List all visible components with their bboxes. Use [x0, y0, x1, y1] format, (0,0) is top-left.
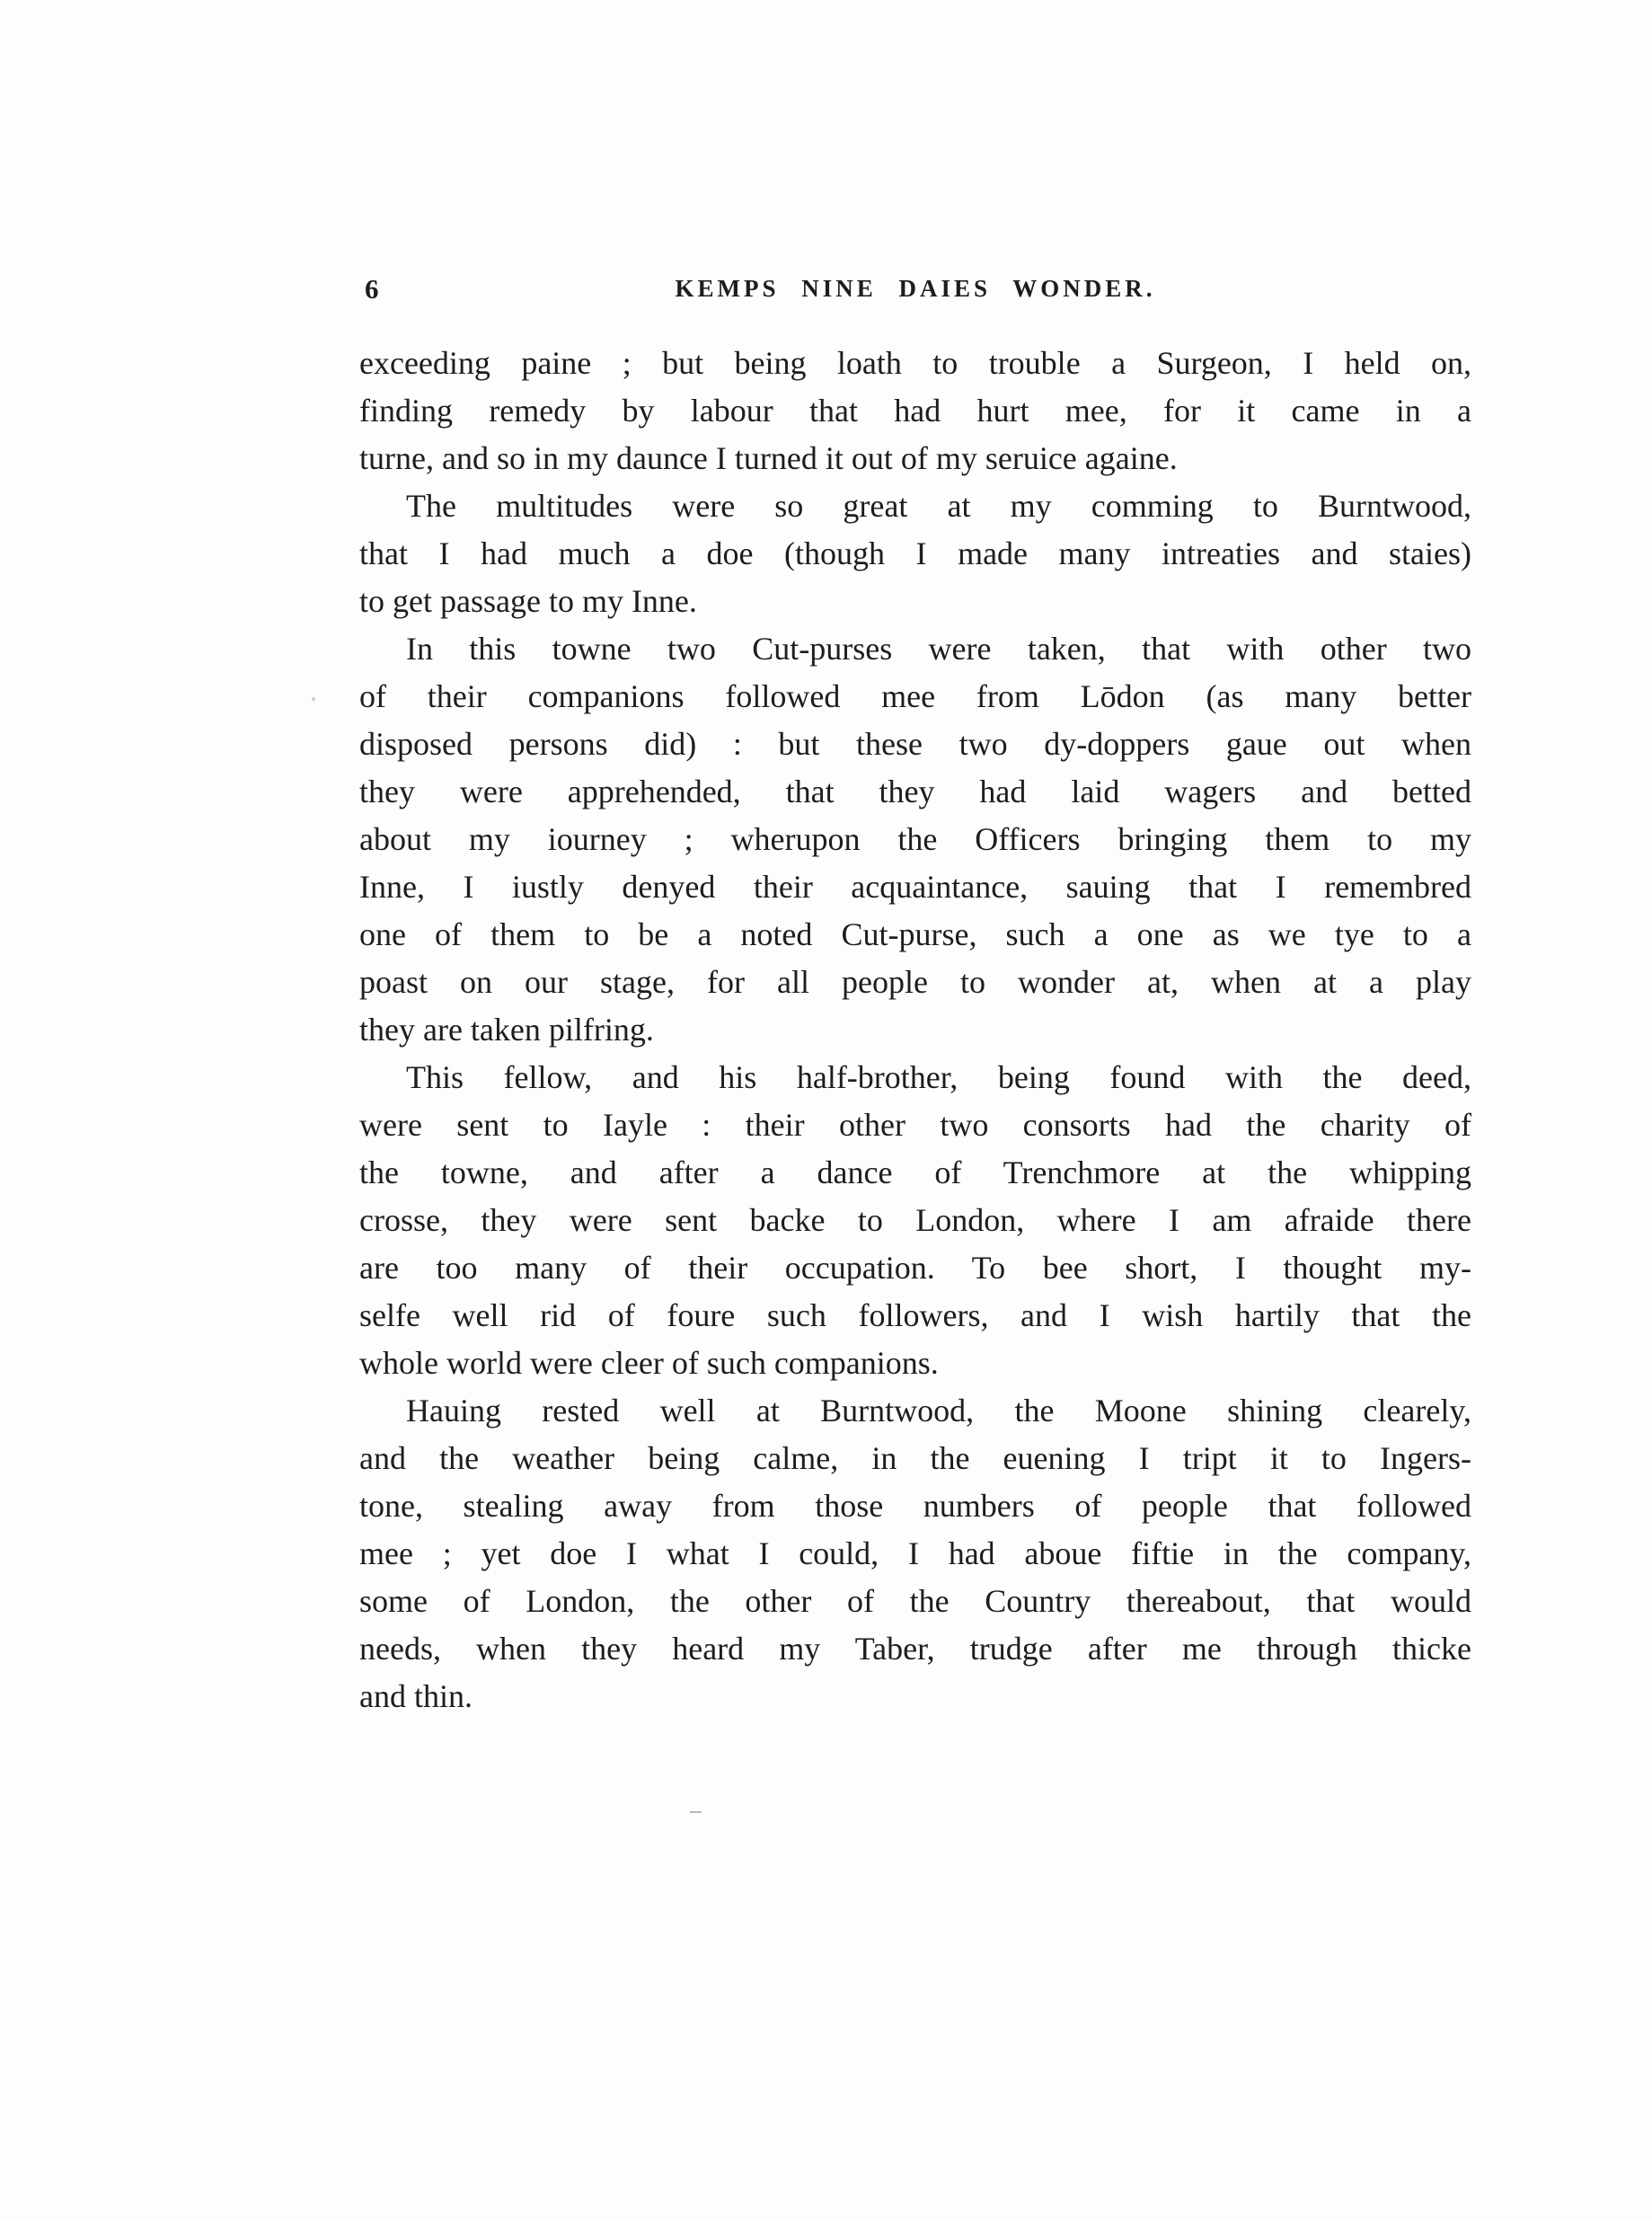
text-line: to get passage to my Inne. — [359, 583, 697, 619]
text-line: and the weather being calme, in the euening I tript it to Ingers- — [359, 1440, 1471, 1476]
text-line: crosse, they were sent backe to London, where I am afraide there — [359, 1202, 1471, 1238]
page-number: 6 — [365, 273, 380, 305]
scan-speck — [312, 697, 315, 701]
paragraph — [359, 1387, 1471, 1720]
text-line: one of them to be a noted Cut-purse, such a one as we tye to a — [359, 916, 1471, 952]
text-block — [359, 340, 1471, 1720]
paragraph — [359, 625, 1471, 1054]
text-line: that I had much a doe (though I made many intreaties and staies) — [359, 535, 1471, 571]
text-line: turne, and so in my daunce I turned it out of my seruice againe. — [359, 440, 1178, 476]
text-line: some of London, the other of the Country thereabout, that would — [359, 1583, 1471, 1619]
text-line: they are taken pilfring. — [359, 1012, 654, 1048]
running-title: KEMPS NINE DAIES WONDER. — [675, 275, 1156, 302]
text-line: were sent to Iayle : their other two consorts had the charity of — [359, 1107, 1471, 1143]
paragraph — [359, 340, 1471, 482]
text-line: disposed persons did) : but these two dy-doppers gaue out when — [359, 726, 1471, 762]
text-line: whole world were cleer of such companions. — [359, 1345, 939, 1381]
text-line: exceeding paine ; but being loath to trouble a Surgeon, I held on, — [359, 345, 1471, 381]
text-line: the towne, and after a dance of Trenchmore at the whipping — [359, 1154, 1471, 1190]
text-line: selfe well rid of foure such followers, and I wish hartily that the — [359, 1297, 1471, 1333]
text-line: The multitudes were so great at my comming to Burntwood, — [406, 488, 1471, 524]
text-line: In this towne two Cut-purses were taken, that with other two — [406, 631, 1471, 667]
paragraph — [359, 482, 1471, 625]
text-line: Inne, I iustly denyed their acquaintance, sauing that I remembred — [359, 869, 1471, 905]
page-header — [359, 271, 1471, 307]
scan-artifact — [690, 1811, 702, 1813]
text-line: mee ; yet doe I what I could, I had aboue fiftie in the company, — [359, 1535, 1471, 1571]
text-line: Hauing rested well at Burntwood, the Moone shining clearely, — [406, 1393, 1471, 1428]
text-line: This fellow, and his half-brother, being found with the deed, — [406, 1059, 1471, 1095]
paragraph — [359, 1054, 1471, 1387]
text-line: they were apprehended, that they had laid wagers and betted — [359, 774, 1471, 809]
text-line: about my iourney ; wherupon the Officers bringing them to my — [359, 821, 1471, 857]
text-line: poast on our stage, for all people to wonder at, when at a play — [359, 964, 1471, 1000]
text-line: are too many of their occupation. To bee short, I thought my- — [359, 1250, 1471, 1286]
text-line: of their companions followed mee from Lōdon (as many better — [359, 678, 1471, 714]
text-line: needs, when they heard my Taber, trudge after me through thicke — [359, 1631, 1471, 1667]
text-line: finding remedy by labour that had hurt mee, for it came in a — [359, 393, 1471, 429]
text-line: tone, stealing away from those numbers of people that followed — [359, 1488, 1471, 1524]
text-line: and thin. — [359, 1678, 473, 1714]
